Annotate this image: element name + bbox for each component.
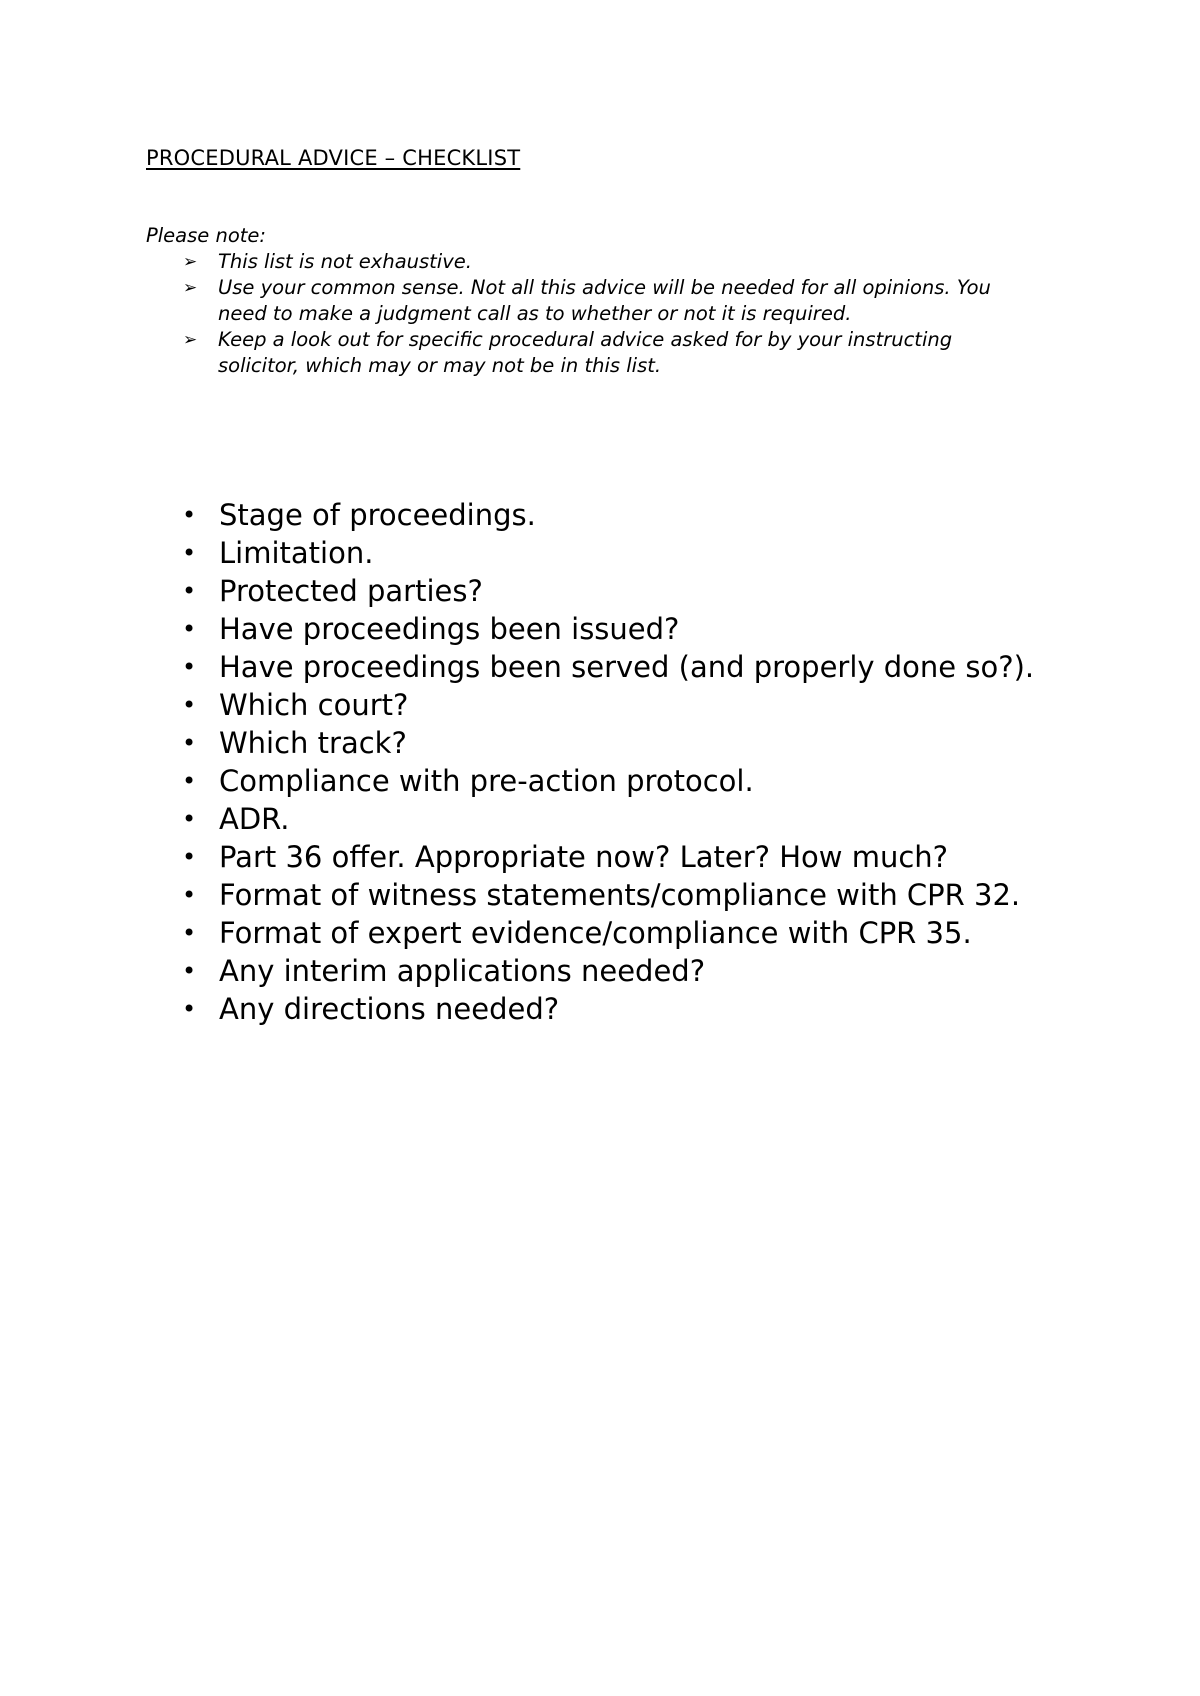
checklist-item-text: Which court? xyxy=(219,688,409,722)
checklist-item xyxy=(146,800,1076,838)
checklist-item-text: Which track? xyxy=(219,726,407,760)
checklist-item-text: Format of expert evidence/compliance with CPR 35. xyxy=(219,916,972,950)
arrow-bullet-icon: ➢ xyxy=(183,252,198,272)
document-title: PROCEDURAL ADVICE – CHECKLIST xyxy=(146,146,521,170)
note-heading: Please note: xyxy=(146,224,266,247)
bullet-icon: • xyxy=(182,615,197,643)
checklist-item-text: Have proceedings been served (and properly done so?). xyxy=(219,650,1035,684)
note-item xyxy=(146,327,1026,379)
bullet-icon: • xyxy=(182,843,197,871)
note-list xyxy=(146,249,1026,379)
checklist-item xyxy=(146,686,1076,724)
checklist-item-text: Protected parties? xyxy=(219,574,483,608)
checklist-item xyxy=(146,610,1076,648)
checklist-item-text: Stage of proceedings. xyxy=(219,498,536,532)
bullet-icon: • xyxy=(182,653,197,681)
note-text: Use your common sense. Not all this advice will be needed for all opinions. You need to make a judgment call as to whether or not it is required. xyxy=(218,276,991,325)
checklist-item xyxy=(146,990,1076,1028)
checklist-item xyxy=(146,572,1076,610)
checklist-item xyxy=(146,914,1076,952)
note-item xyxy=(146,249,1026,275)
checklist-item xyxy=(146,876,1076,914)
checklist-item-text: Format of witness statements/compliance with CPR 32. xyxy=(219,878,1021,912)
bullet-icon: • xyxy=(182,995,197,1023)
checklist-item xyxy=(146,496,1076,534)
bullet-icon: • xyxy=(182,691,197,719)
arrow-bullet-icon: ➢ xyxy=(183,330,198,350)
checklist-item-text: Have proceedings been issued? xyxy=(219,612,680,646)
bullet-icon: • xyxy=(182,767,197,795)
checklist-item-text: Limitation. xyxy=(219,536,374,570)
bullet-icon: • xyxy=(182,577,197,605)
checklist-item-text: Any directions needed? xyxy=(219,992,560,1026)
bullet-icon: • xyxy=(182,729,197,757)
checklist-item xyxy=(146,952,1076,990)
checklist-item-text: Any interim applications needed? xyxy=(219,954,706,988)
bullet-icon: • xyxy=(182,881,197,909)
note-text: Keep a look out for specific procedural advice asked for by your instructing solicitor, which may or may not be in this list. xyxy=(218,328,953,377)
bullet-icon: • xyxy=(182,805,197,833)
checklist-item xyxy=(146,724,1076,762)
bullet-icon: • xyxy=(182,957,197,985)
checklist-item xyxy=(146,534,1076,572)
bullet-icon: • xyxy=(182,539,197,567)
note-item xyxy=(146,275,1026,327)
procedural-checklist xyxy=(146,496,1076,1028)
checklist-item-text: Part 36 offer. Appropriate now? Later? How much? xyxy=(219,840,949,874)
checklist-item-text: Compliance with pre-action protocol. xyxy=(219,764,754,798)
bullet-icon: • xyxy=(182,919,197,947)
arrow-bullet-icon: ➢ xyxy=(183,278,198,298)
bullet-icon: • xyxy=(182,501,197,529)
checklist-item xyxy=(146,838,1076,876)
please-note-section xyxy=(146,223,1026,379)
note-text: This list is not exhaustive. xyxy=(218,250,472,273)
checklist-item xyxy=(146,762,1076,800)
checklist-item-text: ADR. xyxy=(219,802,290,836)
checklist-item xyxy=(146,648,1076,686)
